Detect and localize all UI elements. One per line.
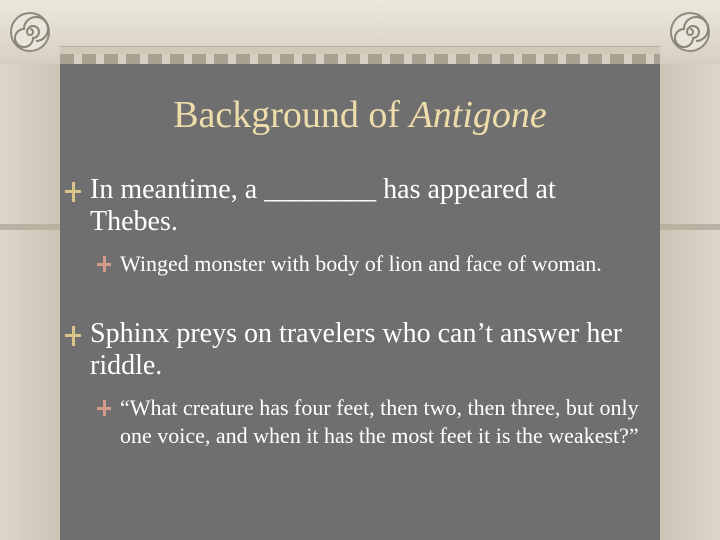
title-italic: Antigone (409, 94, 547, 136)
ionic-scroll-icon (8, 8, 52, 56)
sub-bullet-item (97, 394, 657, 450)
dentil-molding (60, 54, 660, 64)
pin-bullet-icon (97, 254, 113, 274)
left-column (0, 64, 61, 540)
title-main: Background of (173, 94, 410, 136)
sub-bullet-text: “What creature has four feet, then two, then three, but only one voice, and when it has the most feet it is the weakest?” (120, 395, 639, 448)
bullet-text: Sphinx preys on travelers who can’t answer her riddle. (90, 318, 623, 381)
left-ledge (0, 224, 60, 230)
bullet-item (65, 318, 665, 382)
sub-bullet-text: Winged monster with body of lion and face of woman. (120, 251, 602, 276)
bullet-item (65, 174, 645, 238)
bullet-text: In meantime, a ________ has appeared at Thebes. (90, 174, 556, 237)
right-ledge (660, 224, 720, 230)
right-column (659, 64, 720, 540)
pin-bullet-icon (65, 324, 83, 348)
ionic-scroll-icon (668, 8, 712, 56)
sub-bullet-item (97, 250, 657, 278)
pin-bullet-icon (97, 398, 113, 418)
pin-bullet-icon (65, 180, 83, 204)
slide-title (60, 90, 660, 140)
